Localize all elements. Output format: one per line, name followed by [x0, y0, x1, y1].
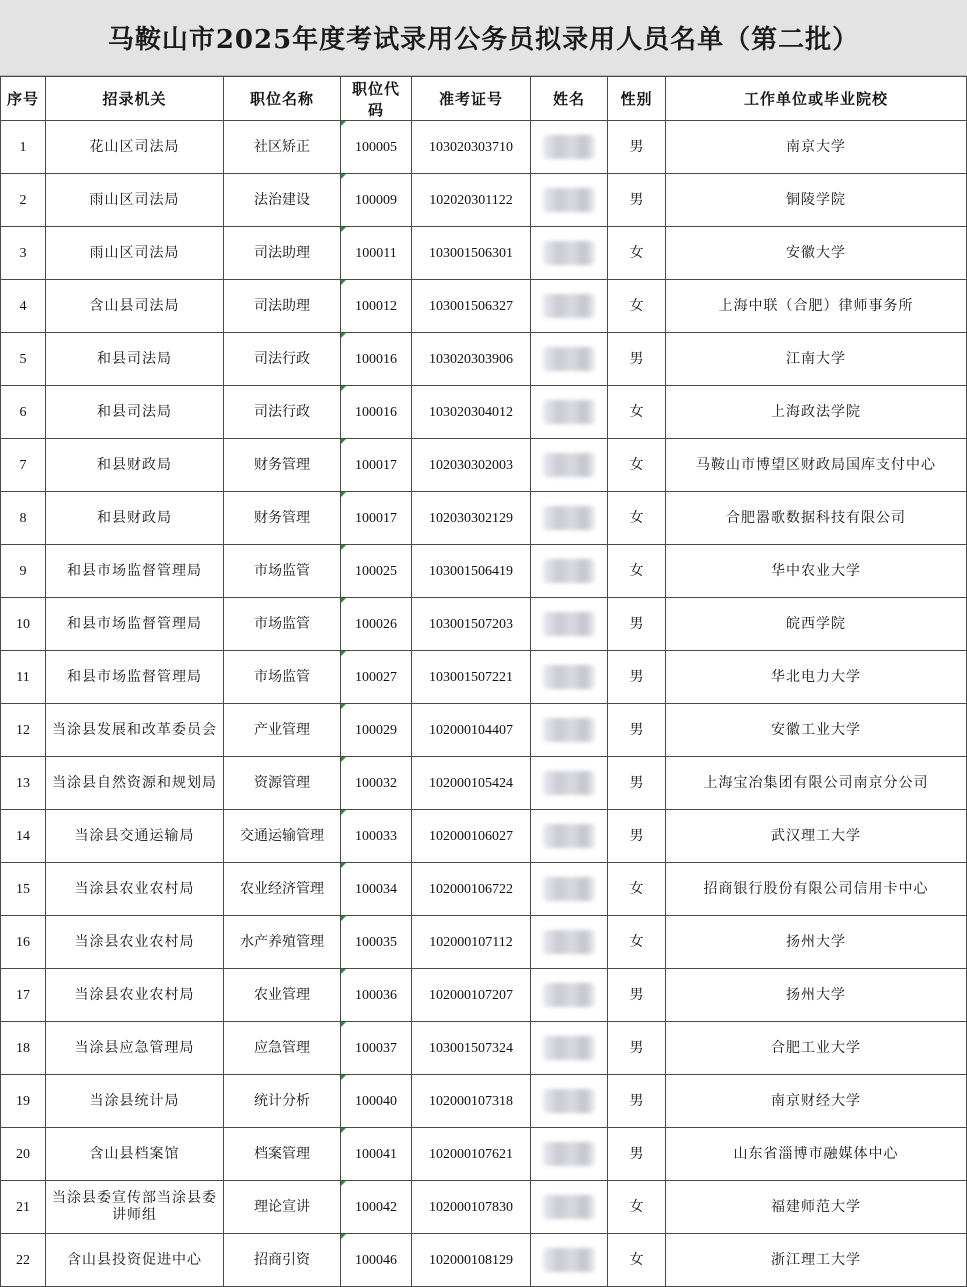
cell-unit: 铜陵学院 [666, 174, 967, 227]
table-row [1, 386, 967, 439]
cell-gender: 男 [608, 810, 666, 863]
agency-text: 当涂县农业农村局 [74, 933, 195, 950]
cell-name-redacted [531, 280, 608, 333]
agency-text: 当涂县农业农村局 [74, 880, 195, 897]
cell-index: 11 [1, 651, 46, 704]
cell-position-code: 100016 [341, 386, 412, 439]
cell-position: 理论宣讲 [224, 1181, 341, 1234]
agency-text: 和县司法局 [97, 350, 172, 367]
cell-exam-id: 102030302003 [412, 439, 531, 492]
cell-agency [46, 1075, 224, 1128]
cell-position: 招商引资 [224, 1234, 341, 1287]
cell-exam-id: 102000107207 [412, 969, 531, 1022]
cell-unit: 皖西学院 [666, 598, 967, 651]
agency-text: 和县市场监督管理局 [67, 615, 202, 632]
cell-unit: 上海宝冶集团有限公司南京分公司 [666, 757, 967, 810]
cell-position: 司法行政 [224, 386, 341, 439]
cell-unit: 福建师范大学 [666, 1181, 967, 1234]
cell-agency [46, 916, 224, 969]
cell-unit: 武汉理工大学 [666, 810, 967, 863]
cell-exam-id: 103001506419 [412, 545, 531, 598]
cell-position: 水产养殖管理 [224, 916, 341, 969]
cell-position-code: 100035 [341, 916, 412, 969]
cell-index: 6 [1, 386, 46, 439]
agency-text: 当涂县委宣传部当涂县委讲师组 [52, 1190, 217, 1223]
cell-position-code: 100040 [341, 1075, 412, 1128]
agency-text: 含山县司法局 [89, 297, 180, 314]
cell-agency [46, 1234, 224, 1287]
agency-text: 当涂县统计局 [89, 1092, 180, 1109]
table-row [1, 598, 967, 651]
cell-position-code: 100036 [341, 969, 412, 1022]
cell-index: 14 [1, 810, 46, 863]
cell-unit: 马鞍山市博望区财政局国库支付中心 [666, 439, 967, 492]
cell-index: 4 [1, 280, 46, 333]
cell-exam-id: 102000108129 [412, 1234, 531, 1287]
cell-gender: 男 [608, 174, 666, 227]
cell-position: 档案管理 [224, 1128, 341, 1181]
cell-exam-id: 102000107621 [412, 1128, 531, 1181]
cell-unit: 招商银行股份有限公司信用卡中心 [666, 863, 967, 916]
table-row [1, 333, 967, 386]
cell-agency [46, 704, 224, 757]
cell-position-code: 100029 [341, 704, 412, 757]
cell-position: 农业经济管理 [224, 863, 341, 916]
redacted-name-blur [543, 1195, 595, 1219]
table-row [1, 1234, 967, 1287]
cell-name-redacted [531, 1075, 608, 1128]
agency-text: 花山区司法局 [89, 138, 180, 155]
redacted-name-blur [543, 188, 595, 212]
cell-name-redacted [531, 916, 608, 969]
title-bar [0, 0, 967, 76]
agency-text: 当涂县自然资源和规划局 [52, 774, 217, 791]
cell-exam-id: 103001506327 [412, 280, 531, 333]
cell-agency [46, 598, 224, 651]
redacted-name-blur [543, 294, 595, 318]
cell-index: 12 [1, 704, 46, 757]
redacted-name-blur [543, 718, 595, 742]
cell-name-redacted [531, 1234, 608, 1287]
redacted-name-blur [543, 983, 595, 1007]
cell-position: 统计分析 [224, 1075, 341, 1128]
cell-position: 司法助理 [224, 280, 341, 333]
cell-agency [46, 1128, 224, 1181]
table-row [1, 810, 967, 863]
table-row [1, 757, 967, 810]
cell-position-code: 100032 [341, 757, 412, 810]
cell-position: 交通运输管理 [224, 810, 341, 863]
cell-gender: 女 [608, 492, 666, 545]
cell-unit: 浙江理工大学 [666, 1234, 967, 1287]
cell-index: 3 [1, 227, 46, 280]
redacted-name-blur [543, 135, 595, 159]
cell-index: 5 [1, 333, 46, 386]
cell-position: 农业管理 [224, 969, 341, 1022]
cell-position: 产业管理 [224, 704, 341, 757]
cell-name-redacted [531, 439, 608, 492]
redacted-name-blur [543, 1142, 595, 1166]
cell-exam-id: 103001506301 [412, 227, 531, 280]
cell-unit: 安徽大学 [666, 227, 967, 280]
cell-gender: 男 [608, 651, 666, 704]
cell-position-code: 100042 [341, 1181, 412, 1234]
column-header-exam-id: 准考证号 [412, 77, 531, 121]
redacted-name-blur [543, 1248, 595, 1272]
cell-index: 20 [1, 1128, 46, 1181]
cell-gender: 女 [608, 863, 666, 916]
agency-text: 含山县档案馆 [89, 1145, 180, 1162]
cell-gender: 男 [608, 969, 666, 1022]
cell-position-code: 100017 [341, 492, 412, 545]
cell-agency [46, 1181, 224, 1234]
cell-agency [46, 280, 224, 333]
agency-text: 当涂县发展和改革委员会 [52, 721, 217, 738]
agency-text: 雨山区司法局 [89, 191, 180, 208]
cell-gender: 男 [608, 1022, 666, 1075]
cell-name-redacted [531, 1181, 608, 1234]
cell-exam-id: 103020304012 [412, 386, 531, 439]
cell-exam-id: 102000105424 [412, 757, 531, 810]
table-row [1, 174, 967, 227]
cell-position: 司法行政 [224, 333, 341, 386]
cell-unit: 华北电力大学 [666, 651, 967, 704]
column-header-position: 职位名称 [224, 77, 341, 121]
table-row [1, 1022, 967, 1075]
redacted-name-blur [543, 241, 595, 265]
cell-name-redacted [531, 492, 608, 545]
cell-index: 8 [1, 492, 46, 545]
cell-position: 财务管理 [224, 492, 341, 545]
agency-text: 和县财政局 [97, 509, 172, 526]
cell-exam-id: 102000107318 [412, 1075, 531, 1128]
table-row [1, 1075, 967, 1128]
cell-name-redacted [531, 810, 608, 863]
table-row [1, 545, 967, 598]
redacted-name-blur [543, 824, 595, 848]
cell-name-redacted [531, 1128, 608, 1181]
cell-name-redacted [531, 969, 608, 1022]
cell-gender: 女 [608, 1234, 666, 1287]
cell-agency [46, 386, 224, 439]
cell-position-code: 100012 [341, 280, 412, 333]
cell-index: 13 [1, 757, 46, 810]
cell-agency [46, 121, 224, 174]
cell-unit: 合肥工业大学 [666, 1022, 967, 1075]
cell-unit: 南京大学 [666, 121, 967, 174]
cell-index: 22 [1, 1234, 46, 1287]
cell-gender: 女 [608, 280, 666, 333]
cell-unit: 华中农业大学 [666, 545, 967, 598]
table-row [1, 121, 967, 174]
cell-exam-id: 102020301122 [412, 174, 531, 227]
column-header-agency: 招录机关 [46, 77, 224, 121]
cell-gender: 男 [608, 1128, 666, 1181]
cell-position-code: 100009 [341, 174, 412, 227]
cell-index: 16 [1, 916, 46, 969]
agency-text: 当涂县农业农村局 [74, 986, 195, 1003]
cell-gender: 男 [608, 1075, 666, 1128]
cell-agency [46, 333, 224, 386]
cell-unit: 合肥嚣歌数据科技有限公司 [666, 492, 967, 545]
redacted-name-blur [543, 453, 595, 477]
column-header-index: 序号 [1, 77, 46, 121]
table-row [1, 1181, 967, 1234]
cell-agency [46, 227, 224, 280]
cell-index: 15 [1, 863, 46, 916]
column-header-name: 姓名 [531, 77, 608, 121]
cell-name-redacted [531, 227, 608, 280]
cell-unit: 南京财经大学 [666, 1075, 967, 1128]
redacted-name-blur [543, 347, 595, 371]
table-row [1, 916, 967, 969]
cell-gender: 女 [608, 439, 666, 492]
cell-position-code: 100016 [341, 333, 412, 386]
cell-name-redacted [531, 651, 608, 704]
cell-name-redacted [531, 1022, 608, 1075]
cell-index: 9 [1, 545, 46, 598]
cell-gender: 女 [608, 386, 666, 439]
cell-agency [46, 174, 224, 227]
cell-unit: 山东省淄博市融媒体中心 [666, 1128, 967, 1181]
column-header-gender: 性别 [608, 77, 666, 121]
cell-position-code: 100041 [341, 1128, 412, 1181]
cell-name-redacted [531, 704, 608, 757]
table-row [1, 227, 967, 280]
cell-position-code: 100026 [341, 598, 412, 651]
cell-position-code: 100025 [341, 545, 412, 598]
column-header-unit: 工作单位或毕业院校 [666, 77, 967, 121]
cell-position: 资源管理 [224, 757, 341, 810]
cell-agency [46, 810, 224, 863]
cell-gender: 男 [608, 598, 666, 651]
cell-position: 社区矫正 [224, 121, 341, 174]
cell-agency [46, 969, 224, 1022]
cell-name-redacted [531, 598, 608, 651]
cell-exam-id: 102000107112 [412, 916, 531, 969]
agency-text: 和县市场监督管理局 [67, 562, 202, 579]
cell-name-redacted [531, 863, 608, 916]
cell-unit: 扬州大学 [666, 969, 967, 1022]
redacted-name-blur [543, 400, 595, 424]
agency-text: 当涂县交通运输局 [74, 827, 195, 844]
cell-unit: 安徽工业大学 [666, 704, 967, 757]
cell-position-code: 100034 [341, 863, 412, 916]
cell-index: 1 [1, 121, 46, 174]
cell-agency [46, 545, 224, 598]
cell-index: 19 [1, 1075, 46, 1128]
cell-position-code: 100011 [341, 227, 412, 280]
cell-position-code: 100037 [341, 1022, 412, 1075]
cell-name-redacted [531, 121, 608, 174]
redacted-name-blur [543, 930, 595, 954]
agency-text: 当涂县应急管理局 [74, 1039, 195, 1056]
cell-index: 18 [1, 1022, 46, 1075]
cell-exam-id: 102000106027 [412, 810, 531, 863]
cell-unit: 江南大学 [666, 333, 967, 386]
cell-gender: 女 [608, 545, 666, 598]
cell-unit: 上海政法学院 [666, 386, 967, 439]
redacted-name-blur [543, 1036, 595, 1060]
cell-exam-id: 102000107830 [412, 1181, 531, 1234]
cell-position: 法治建设 [224, 174, 341, 227]
cell-exam-id: 102030302129 [412, 492, 531, 545]
redacted-name-blur [543, 506, 595, 530]
cell-position: 市场监管 [224, 545, 341, 598]
cell-agency [46, 757, 224, 810]
cell-exam-id: 103020303710 [412, 121, 531, 174]
table-row [1, 492, 967, 545]
redacted-name-blur [543, 1089, 595, 1113]
cell-position: 市场监管 [224, 651, 341, 704]
redacted-name-blur [543, 771, 595, 795]
cell-position-code: 100046 [341, 1234, 412, 1287]
table-row [1, 439, 967, 492]
candidate-table [0, 76, 967, 1287]
cell-unit: 上海中联（合肥）律师事务所 [666, 280, 967, 333]
table-row [1, 1128, 967, 1181]
agency-text: 和县财政局 [97, 456, 172, 473]
table-row [1, 651, 967, 704]
cell-position: 财务管理 [224, 439, 341, 492]
cell-index: 10 [1, 598, 46, 651]
cell-position-code: 100005 [341, 121, 412, 174]
cell-exam-id: 102000106722 [412, 863, 531, 916]
cell-index: 17 [1, 969, 46, 1022]
cell-gender: 女 [608, 227, 666, 280]
cell-exam-id: 103001507324 [412, 1022, 531, 1075]
cell-exam-id: 103001507221 [412, 651, 531, 704]
cell-name-redacted [531, 386, 608, 439]
cell-agency [46, 492, 224, 545]
cell-gender: 女 [608, 1181, 666, 1234]
redacted-name-blur [543, 559, 595, 583]
redacted-name-blur [543, 877, 595, 901]
cell-position: 应急管理 [224, 1022, 341, 1075]
cell-position-code: 100027 [341, 651, 412, 704]
redacted-name-blur [543, 665, 595, 689]
cell-position-code: 100033 [341, 810, 412, 863]
cell-name-redacted [531, 545, 608, 598]
header-row [1, 77, 967, 121]
cell-agency [46, 1022, 224, 1075]
cell-exam-id: 102000104407 [412, 704, 531, 757]
table-row [1, 969, 967, 1022]
cell-gender: 男 [608, 757, 666, 810]
cell-gender: 男 [608, 121, 666, 174]
cell-position: 司法助理 [224, 227, 341, 280]
cell-index: 7 [1, 439, 46, 492]
column-header-position-code: 职位代码 [341, 77, 412, 121]
cell-name-redacted [531, 174, 608, 227]
cell-position: 市场监管 [224, 598, 341, 651]
redacted-name-blur [543, 612, 595, 636]
cell-name-redacted [531, 757, 608, 810]
table-row [1, 863, 967, 916]
table-row [1, 280, 967, 333]
cell-agency [46, 439, 224, 492]
cell-gender: 男 [608, 704, 666, 757]
cell-position-code: 100017 [341, 439, 412, 492]
cell-index: 2 [1, 174, 46, 227]
page-title: 马鞍山市2025年度考试录用公务员拟录用人员名单（第二批） [107, 25, 860, 55]
agency-text: 雨山区司法局 [89, 244, 180, 261]
cell-unit: 扬州大学 [666, 916, 967, 969]
cell-agency [46, 651, 224, 704]
cell-name-redacted [531, 333, 608, 386]
cell-index: 21 [1, 1181, 46, 1234]
table-row [1, 704, 967, 757]
agency-text: 和县市场监督管理局 [67, 668, 202, 685]
agency-text: 和县司法局 [97, 403, 172, 420]
cell-exam-id: 103001507203 [412, 598, 531, 651]
agency-text: 含山县投资促进中心 [67, 1251, 202, 1268]
cell-agency [46, 863, 224, 916]
cell-gender: 男 [608, 333, 666, 386]
table-body [1, 121, 967, 1287]
cell-exam-id: 103020303906 [412, 333, 531, 386]
cell-gender: 女 [608, 916, 666, 969]
